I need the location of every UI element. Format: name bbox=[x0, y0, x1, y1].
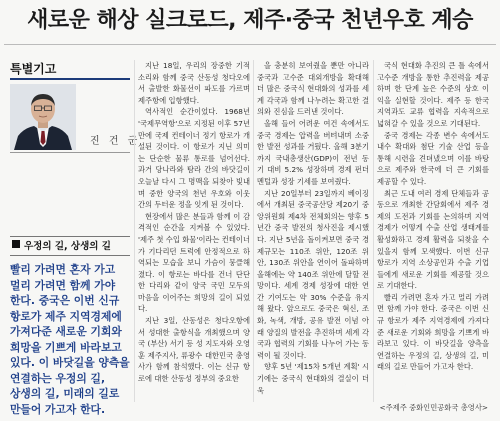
body-column-3 bbox=[377, 60, 489, 400]
body-paragraph: 향후 5년 '제15차 5개년 계획' 시기에는 중국식 현대화의 결실이 더욱 bbox=[257, 362, 369, 395]
author-portrait-icon bbox=[10, 84, 76, 150]
body-paragraph: 지난 3일, 산동성은 청다오항에서 성대한 출항식을 개최했으며 양국 (부산) 서기 등 성 지도자와 오영훈 제주지사, 류광수 대한민국 총영사가 함께 참석했다. 이는 신규 항로에 대한 산동성 정부의 중요한 bbox=[138, 316, 250, 384]
section-label-rule bbox=[10, 78, 130, 80]
body-paragraph: 역사적인 순간이었다. 1968년 '국제무역항'으로 지정된 이후 57년 만에 국제 컨테이너 정기 항로가 개설된 것이다. 이 항로가 지닌 의미는 단순한 물류 통로를 넘어선다. 과거 당나라와 탐라 간의 바닷길이 오늘날 다시 그 명맥을 되찾아 빛내며 중한 양국의 천년 우호와 이웃 간의 두터운 정을 잇게 된 것이다. bbox=[138, 107, 250, 210]
body-paragraph: 지난 18일, 우리의 장중한 기적 소리와 함께 중국 산동성 청다오에서 출발한 화물선이 파도를 가르며 제주항에 입항했다. bbox=[138, 61, 250, 105]
section-label: 특별기고 bbox=[10, 62, 57, 76]
author-name: 진 건 군 bbox=[90, 136, 141, 147]
headline-divider bbox=[4, 44, 496, 45]
square-bullet-icon bbox=[12, 240, 20, 248]
body-paragraph: 지난 20일부터 23일까지 베이징에서 개최된 중국공산당 제20기 중앙위원회 제4차 전체회의는 향후 5년간 중국 발전의 청사진을 제시했다. 지난 5년을 돌이켜보면 중국 경제규모는 110조 위안, 120조 위안, 130조 위안을 연이어 돌파하며 올해에는 약 140조 위안에 달할 전망이다. 세계 경제 성장에 대한 연간 기여도는 약 30% 수준을 유지해 왔다. 앞으로도 중국은 혁신, 조화, 녹색, 개방, 공유 발전 이념 아래 양질의 발전을 추진하며 세계 각국과 협력의 기회를 나누어 가는 동력이 될 것이다. bbox=[257, 188, 369, 360]
body-paragraph: 최근 도내 여러 경제 단체들과 공동으로 개최한 간담회에서 제주 경제의 도전과 기회를 논의하며 지역경제가 어떻게 수출 산업 생태계를 활성화하고 경제 활력을 되찾을 수 있을지 함께 모색했다. 이번 신규 항로가 지역 소상공인과 수출 기업들에게 새로운 기회를 제공할 것으로 기대한다. bbox=[377, 188, 489, 291]
lead-paragraph: 빨리 가려면 혼자 가고 멀리 가려면 함께 가야 한다. 중국은 이번 신규 항로가 제주 지역경제에 가져다준 새로운 기회와 희망을 기쁘게 바라보고 있다. 이 바닷길을 양측을 연결하는 우정의 길, 상생의 길, 미래의 길로 만들어 가고자 한다. bbox=[10, 263, 130, 416]
headline: 새로운 해상 실크로드, 제주·중국 천년우호 계승 bbox=[27, 8, 473, 33]
body-paragraph: 현장에서 많은 분들과 함께 이 감격적인 순간을 지켜볼 수 있었다. '제주 첫 수입 화물'이라는 컨테이너가 기다리던 트럭에 안정적으로 하역되는 모습을 보니 가슴이 뭉클해졌다. 이 항로는 바다를 건너 단단한 다리와 같이 양국 국민 모두의 마음을 이어주는 희망의 길이 되었다. bbox=[138, 211, 250, 314]
body-paragraph: 을 충분히 보여줬을 뿐만 아니라 중국과 고수준 대외개방을 확대해 더 많은 중국식 현대화의 성과를 세계 각국과 함께 나누려는 확고한 결의와 진심을 드러낸 것이다. bbox=[257, 61, 369, 117]
body-column-2 bbox=[257, 60, 369, 400]
body-paragraph: 빨리 가려면 혼자 가고 멀리 가려면 함께 가야 한다. 중국은 이번 신규 항로가 제주 지역경제에 가져다준 새로운 기회와 희망을 기쁘게 바라보고 있다. 이 바닷길을 양측을 연결하는 우정의 길, 상생의 길, 미래의 길로 만들어 가고자 한다. bbox=[377, 292, 489, 372]
body-paragraph: 올해 들어 어려운 여건 속에서도 중국 경제는 압력을 버텨내며 소중한 발전 성과를 거뒀다. 올해 3분기까지 국내총생산(GDP)이 전년 동기 대비 5.2% 성장하며 경제 펀더멘털과 성장 기세를 보여줬다. bbox=[257, 118, 369, 186]
column-divider bbox=[134, 60, 135, 402]
column-divider bbox=[373, 60, 374, 402]
body-column-1 bbox=[138, 60, 250, 400]
body-paragraph: 중국 경제는 각종 변수 속에서도 내수 확대와 첨단 기술 산업 등을 통해 시련을 견뎌냈으며 이를 바탕으로 제주와 한국에 더 큰 기회를 제공할 수 있다. bbox=[377, 130, 489, 186]
author-credit: <주제주 중화인민공화국 총영사> bbox=[379, 403, 488, 412]
author-rule bbox=[10, 152, 130, 153]
author-photo bbox=[10, 84, 76, 150]
subheading: 우정의 길, 상생의 길 bbox=[24, 241, 111, 252]
body-paragraph: 국식 현대화 추진의 큰 틀 속에서 고수준 개방을 통한 추진력을 제공하며 한 단계 높은 수준의 상호 이익을 실현할 것이다. 제주 등 한국 지역과도 교류 협력을 지속적으로 넓혀갈 수 있을 것으로 기대된다. bbox=[377, 61, 489, 128]
column-divider bbox=[253, 60, 254, 402]
